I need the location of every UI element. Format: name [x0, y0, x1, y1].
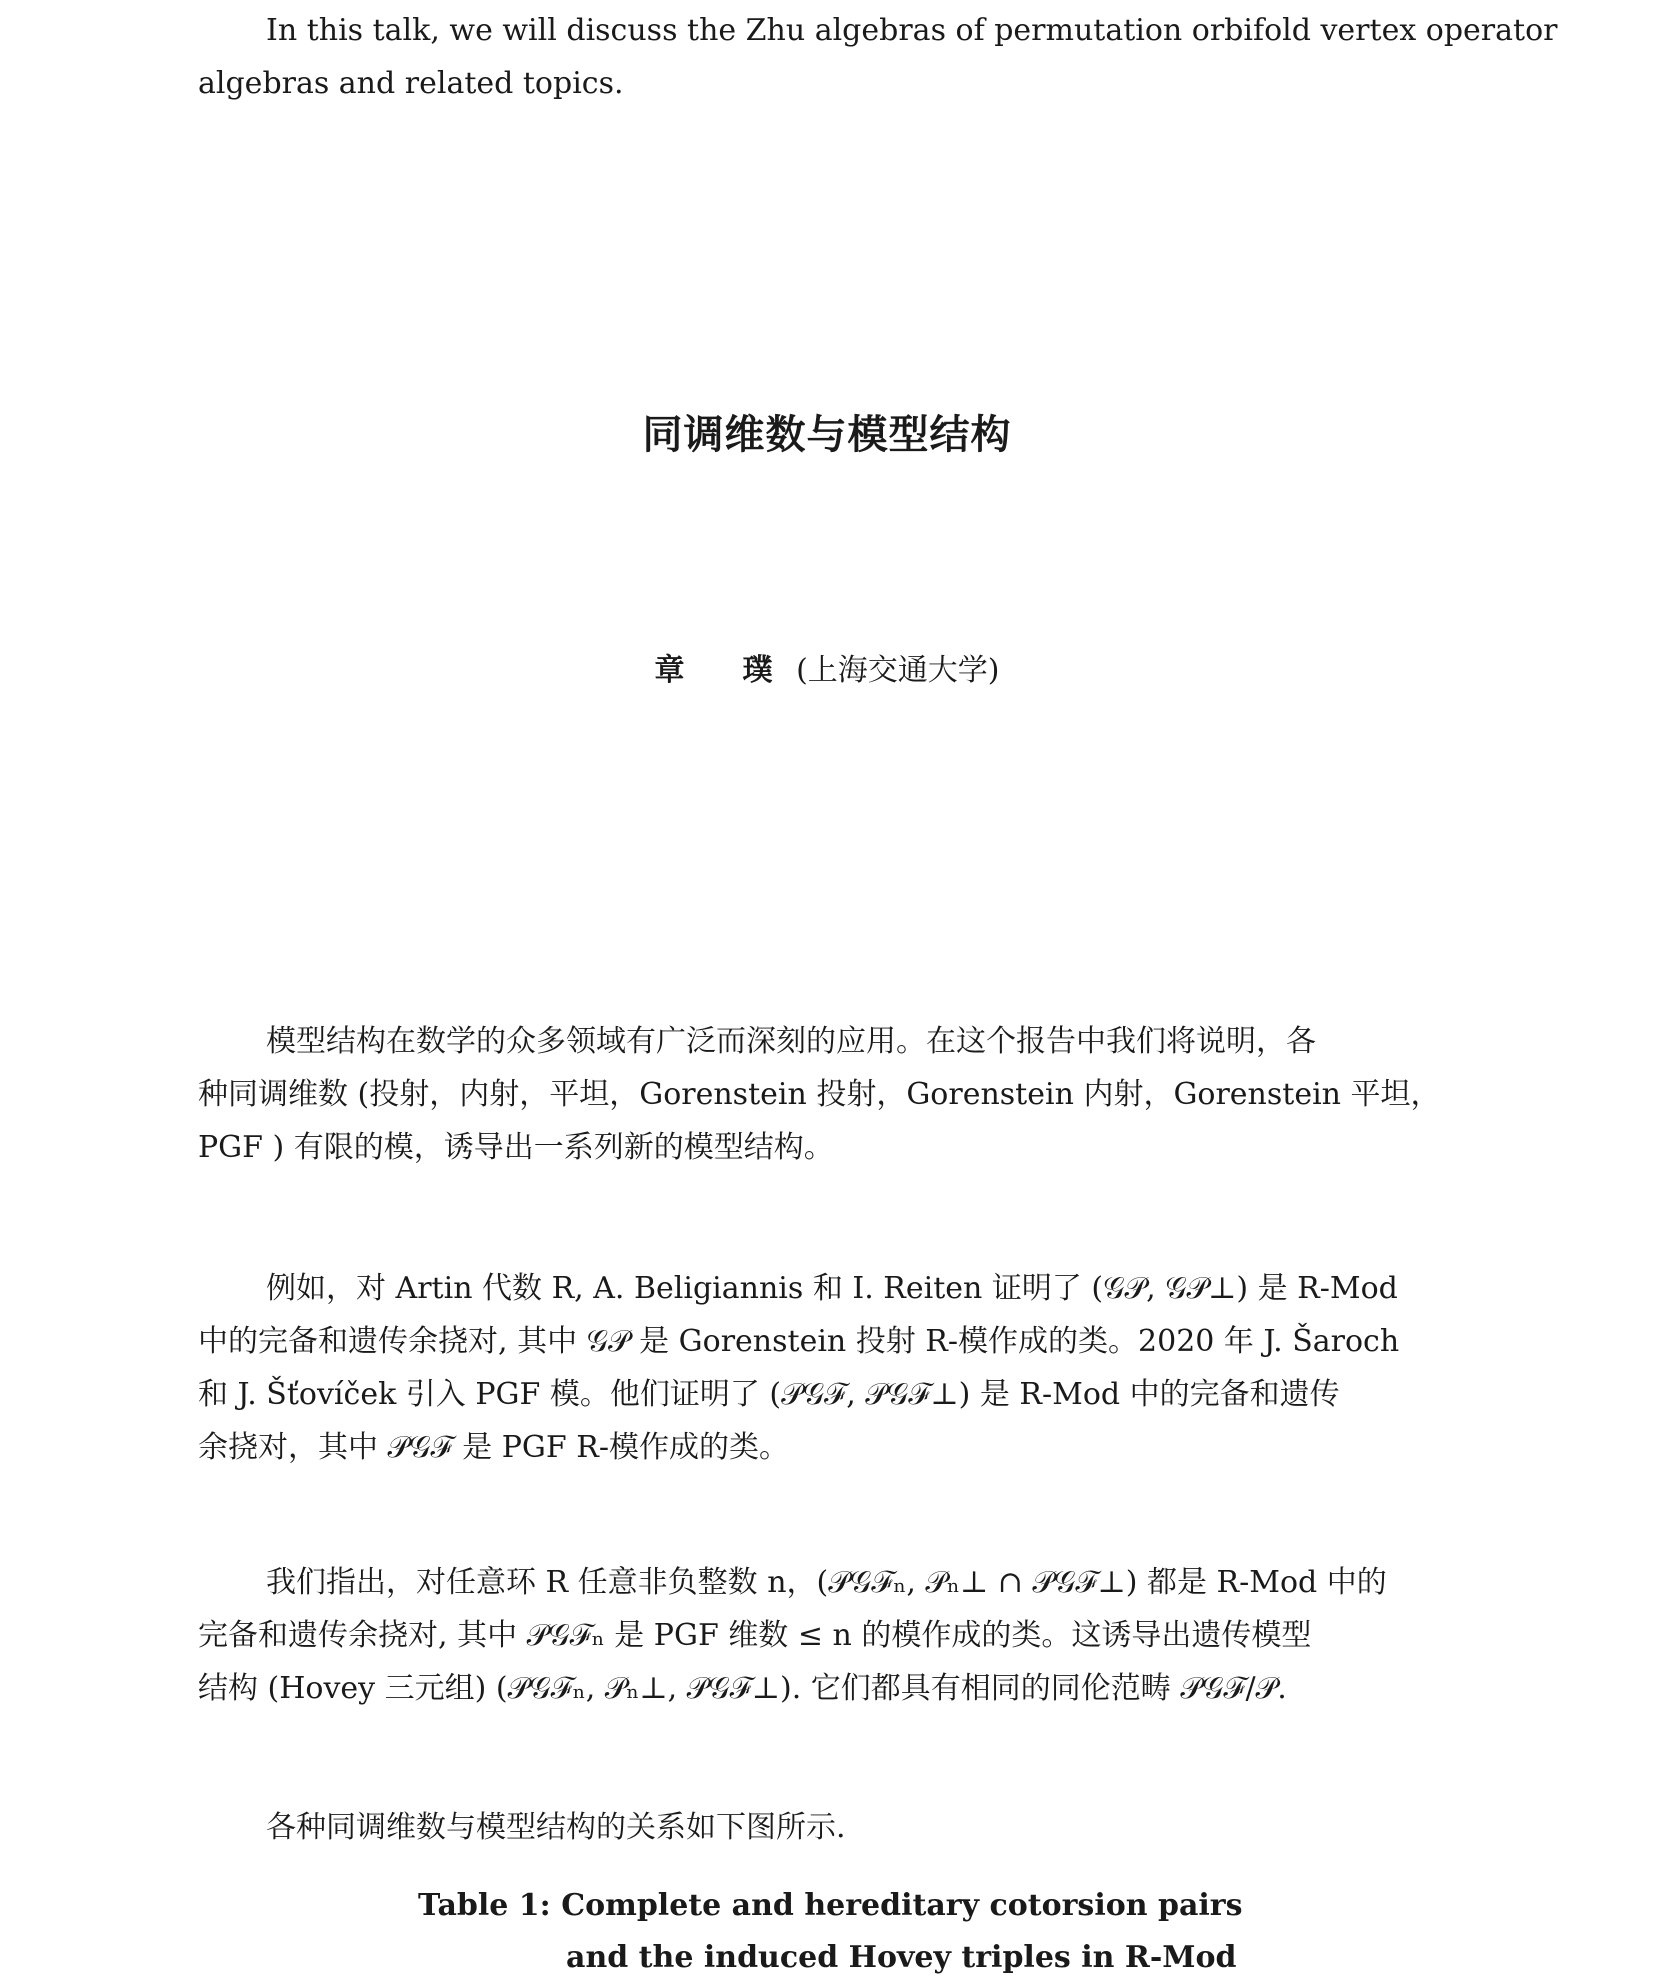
abstract-p1-line-3: PGF ) 有限的模，诱导出一系列新的模型结构。 — [198, 1130, 834, 1165]
abstract-paragraph-3 — [198, 1556, 1466, 1715]
table-caption-line-1: Table 1: Complete and hereditary cotorsion pairs — [418, 1888, 1243, 1923]
abstract-p2-line-2: 中的完备和遗传余挠对, 其中 𝒢𝒫 是 Gorenstein 投射 R-模作成的类。2020 年 J. Šaroch — [198, 1324, 1400, 1359]
author-affiliation: (上海交通大学) — [796, 653, 1000, 688]
intro-paragraph — [198, 4, 1558, 110]
intro-line-1: In this talk, we will discuss the Zhu algebras of permutation orbifold vertex operator — [266, 13, 1558, 48]
abstract-paragraph-2 — [198, 1262, 1466, 1474]
abstract-p1-line-1: 模型结构在数学的众多领域有广泛而深刻的应用。在这个报告中我们将说明，各 — [266, 1024, 1316, 1059]
table-caption-line-2: and the induced Hovey triples in R-Mod — [566, 1940, 1237, 1975]
table-caption — [0, 1880, 1654, 1984]
abstract-p2-line-1: 例如，对 Artin 代数 R, A. Beligiannis 和 I. Reiten 证明了 (𝒢𝒫, 𝒢𝒫⊥) 是 R-Mod — [266, 1271, 1398, 1306]
abstract-paragraph-4 — [198, 1801, 1466, 1854]
abstract-p3-line-2: 完备和遗传余挠对, 其中 𝒫𝒢ℱₙ 是 PGF 维数 ≤ n 的模作成的类。这诱导出遗传模型 — [198, 1618, 1312, 1653]
abstract-p1-line-2: 种同调维数 (投射，内射，平坦，Gorenstein 投射，Gorenstein 内射，Gorenstein 平坦， — [198, 1077, 1441, 1112]
abstract-p4-line-1: 各种同调维数与模型结构的关系如下图所示. — [266, 1810, 846, 1845]
author-line — [0, 645, 1654, 689]
talk-title: 同调维数与模型结构 — [642, 411, 1012, 458]
abstract-p2-line-4: 余挠对，其中 𝒫𝒢ℱ 是 PGF R-模作成的类。 — [198, 1430, 789, 1465]
abstract-p3-line-1: 我们指出，对任意环 R 任意非负整数 n，(𝒫𝒢ℱₙ, 𝒫ₙ⊥ ∩ 𝒫𝒢ℱ⊥) 都是 R-Mod 中的 — [266, 1565, 1387, 1600]
abstract-paragraph-1 — [198, 1015, 1466, 1174]
abstract-p2-line-3: 和 J. Šťovíček 引入 PGF 模。他们证明了 (𝒫𝒢ℱ, 𝒫𝒢ℱ⊥) 是 R-Mod 中的完备和遗传 — [198, 1377, 1340, 1412]
author-name: 章 璞 — [654, 653, 787, 688]
abstract-p3-line-3: 结构 (Hovey 三元组) (𝒫𝒢ℱₙ, 𝒫ₙ⊥, 𝒫𝒢ℱ⊥). 它们都具有相同的同伦范畴 𝒫𝒢ℱ/𝒫. — [198, 1671, 1287, 1706]
intro-line-2: algebras and related topics. — [198, 66, 624, 101]
